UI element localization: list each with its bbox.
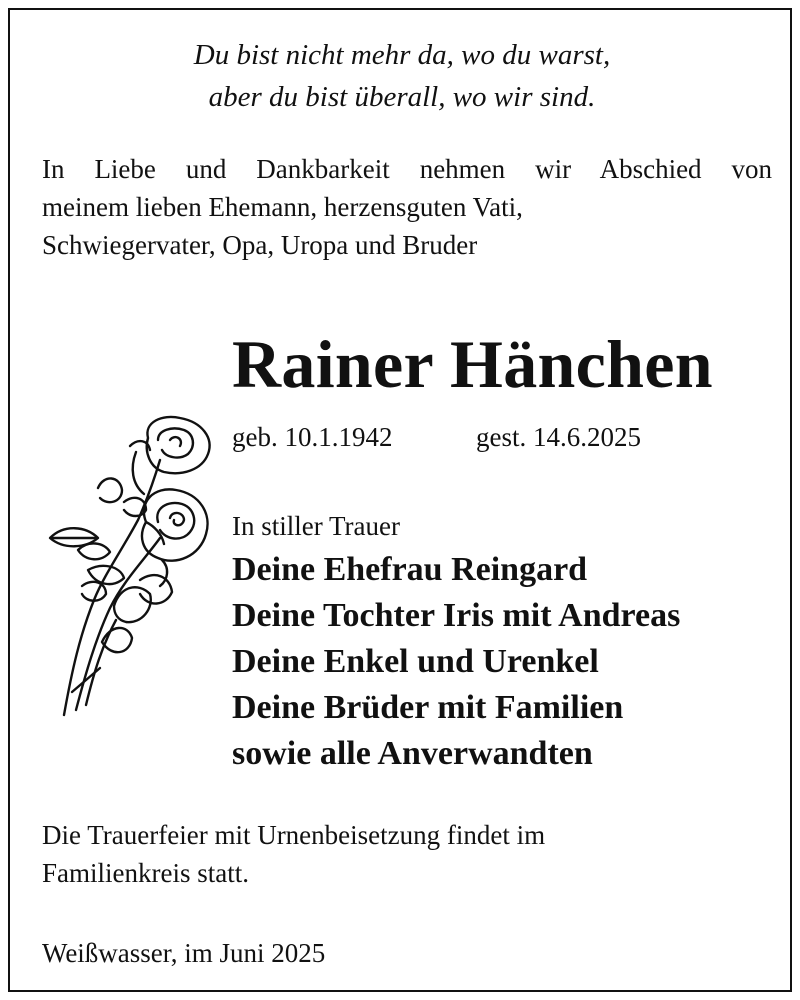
mourner-line: Deine Tochter Iris mit Andreas xyxy=(232,597,681,634)
mourner-line: Deine Ehefrau Reingard xyxy=(232,551,588,588)
motto-line-2: aber du bist überall, wo wir sind. xyxy=(208,81,596,113)
mourner-line: sowie alle Anverwandten xyxy=(232,735,593,772)
mourner-line: Deine Enkel und Urenkel xyxy=(232,643,599,680)
birth-date: geb. 10.1.1942 xyxy=(232,422,393,452)
mourner-line: Deine Brüder mit Familien xyxy=(232,689,624,726)
rose-bouquet-icon xyxy=(42,410,222,720)
life-dates xyxy=(232,418,641,456)
motto xyxy=(10,34,794,118)
intro-line-2: meinem lieben Ehemann, herzensguten Vati, xyxy=(42,192,523,222)
intro-line-3: Schwiegervater, Opa, Uropa und Bruder xyxy=(42,230,478,260)
obituary-frame xyxy=(8,8,792,992)
funeral-line-2: Familienkreis statt. xyxy=(42,858,249,888)
intro-text xyxy=(42,150,772,264)
funeral-notice xyxy=(42,816,742,892)
mourners-list xyxy=(232,547,680,777)
motto-line-1: Du bist nicht mehr da, wo du warst, xyxy=(193,39,611,71)
funeral-line-1: Die Trauerfeier mit Urnenbeisetzung findet im xyxy=(42,820,546,850)
intro-line-1: In Liebe und Dankbarkeit nehmen wir Abschied von xyxy=(42,154,772,184)
mourning-label: In stiller Trauer xyxy=(232,511,400,541)
death-date: gest. 14.6.2025 xyxy=(476,422,641,452)
deceased-name: Rainer Hänchen xyxy=(232,326,713,402)
place-and-date: Weißwasser, im Juni 2025 xyxy=(42,938,326,968)
